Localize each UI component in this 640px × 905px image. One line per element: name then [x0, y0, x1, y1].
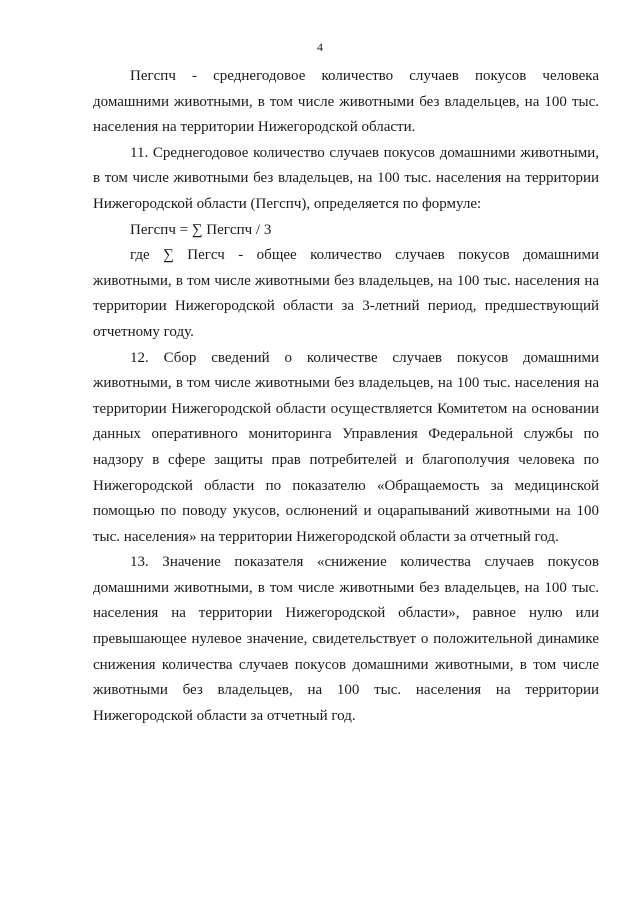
paragraph-formula-explanation: где ∑ Пегсч - общее количество случаев покусов домашними животными, в том числе животными без владельцев, на 100 тыс. населения на территории Нижегородской области за 3-летний период, предшествующий отчетному году. — [93, 247, 599, 340]
paragraph-11: 11. Среднегодовое количество случаев покусов домашними животными, в том числе животными без владельцев, на 100 тыс. населения на территории Нижегородской области (Пегспч), определяется по формуле: — [93, 144, 599, 212]
document-body — [93, 64, 599, 729]
paragraph-13: 13. Значение показателя «снижение количества случаев покусов домашними животными, в том числе животными без владельцев, на 100 тыс. населения на территории Нижегородской области», равное нулю или превышающее нулевое значение, свидетельствует о положительной динамике снижения количества случаев покусов домашними животными, в том числе животными без владельцев, на 100 тыс. населения на территории Нижегородской области за отчетный год. — [93, 554, 599, 724]
formula-line: Пегспч = ∑ Пегспч / 3 — [130, 221, 272, 238]
paragraph-definition: Пегспч - среднегодовое количество случаев покусов человека домашними животными, в том числе животными без владельцев, на 100 тыс. населения на территории Нижегородской области. — [93, 68, 599, 136]
page-number: 4 — [317, 40, 323, 54]
paragraph-12: 12. Сбор сведений о количестве случаев покусов домашними животными, в том числе животными без владельцев, на 100 тыс. населения на территории Нижегородской области осуществляется Комитетом на основании данных оперативного мониторинга Управления Федеральной службы по надзору в сфере защиты прав потребителей и благополучия человека по Нижегородской области по показателю «Обращаемость за медицинской помощью по поводу укусов, ослюнений и оцарапываний животными на 100 тыс. населения» на территории Нижегородской области за отчетный год. — [93, 349, 599, 545]
